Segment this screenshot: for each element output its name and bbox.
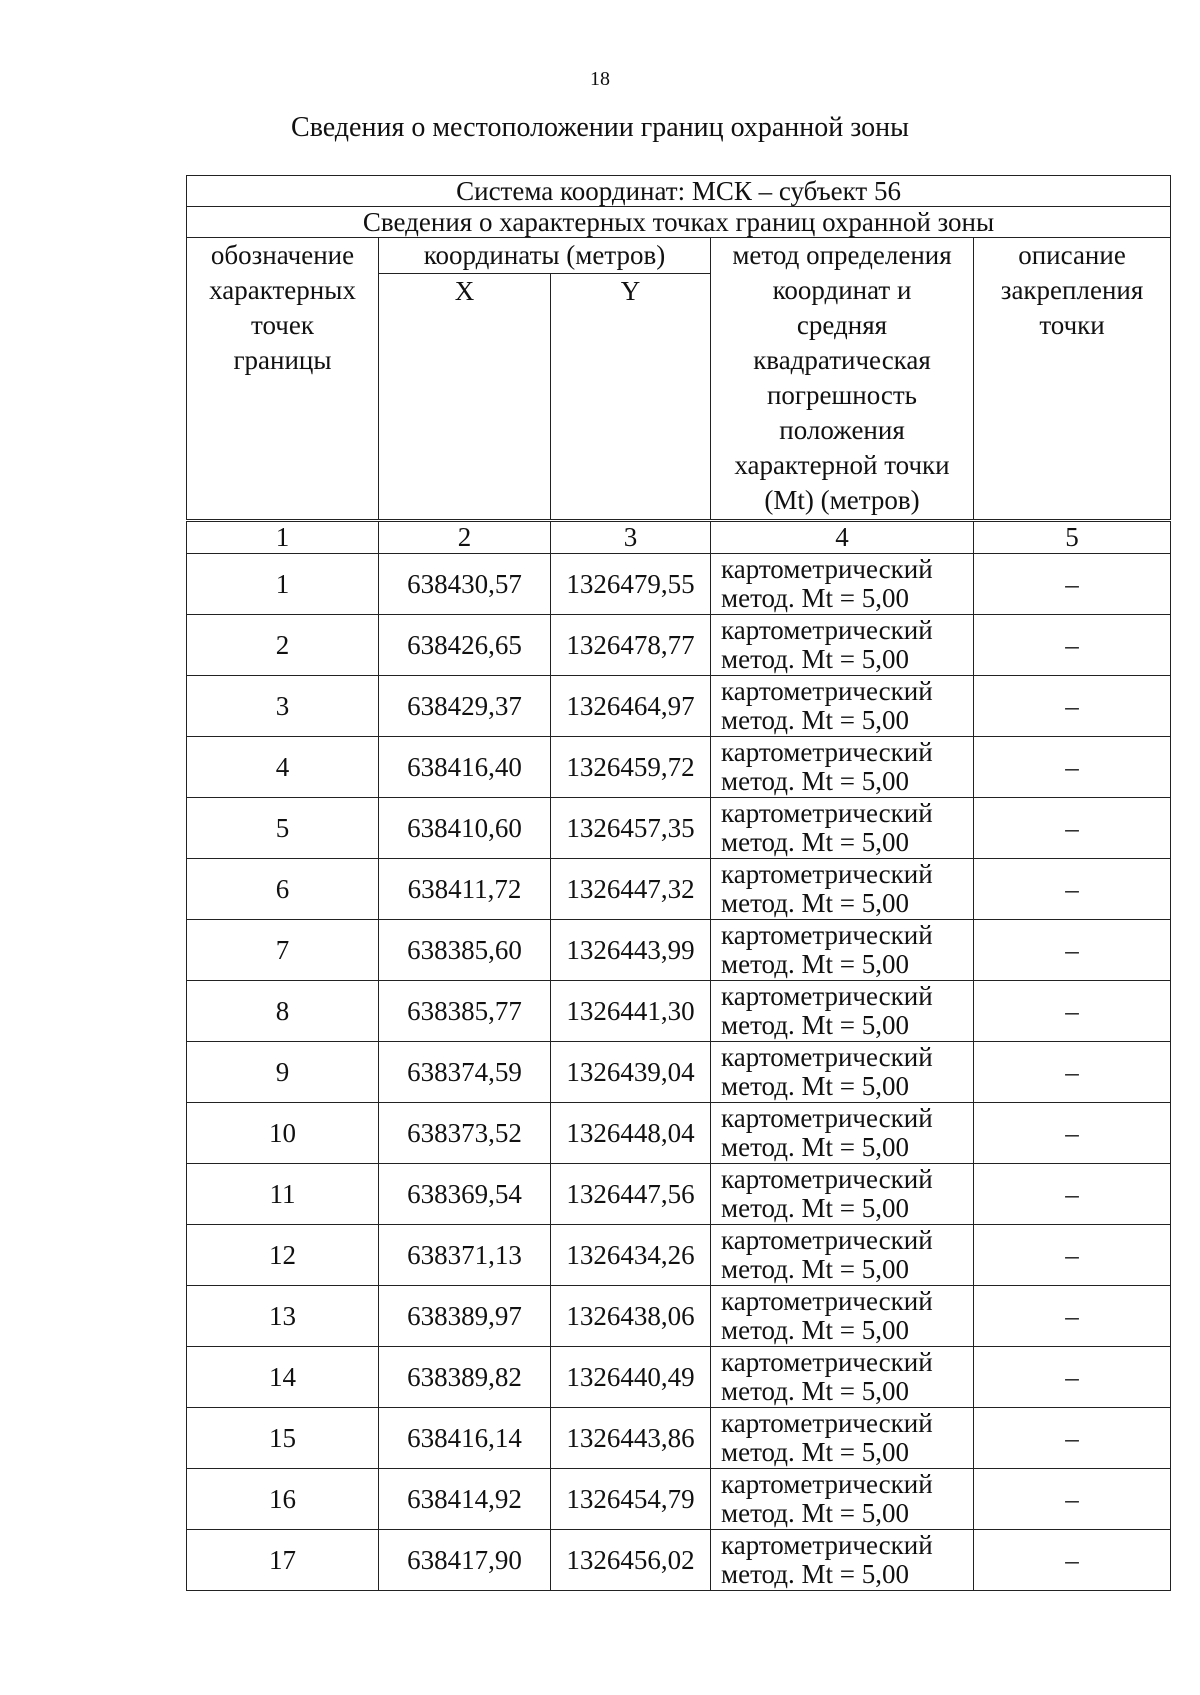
column-number: 1	[187, 521, 379, 554]
x-coordinate-cell: 638416,40	[379, 737, 551, 798]
table-row	[187, 676, 1171, 737]
method-line: картометрический	[721, 615, 933, 645]
point-description-cell: –	[974, 1225, 1171, 1286]
point-description-cell: –	[974, 981, 1171, 1042]
table-row	[187, 1225, 1171, 1286]
point-description-cell: –	[974, 1469, 1171, 1530]
y-coordinate-cell: 1326443,86	[551, 1408, 711, 1469]
method-accuracy-line: метод. Mt = 5,00	[721, 766, 909, 796]
method-accuracy-line: метод. Mt = 5,00	[721, 1071, 909, 1101]
point-description-cell: –	[974, 798, 1171, 859]
point-id-cell: 6	[187, 859, 379, 920]
method-accuracy-line: метод. Mt = 5,00	[721, 1254, 909, 1284]
section-title-row	[187, 207, 1171, 238]
point-id-cell: 8	[187, 981, 379, 1042]
point-description-cell: –	[974, 615, 1171, 676]
point-description-cell: –	[974, 1347, 1171, 1408]
method-accuracy-line: метод. Mt = 5,00	[721, 1376, 909, 1406]
table-row	[187, 981, 1171, 1042]
point-id-cell: 15	[187, 1408, 379, 1469]
x-coordinate-cell: 638385,77	[379, 981, 551, 1042]
point-description-cell: –	[974, 1408, 1171, 1469]
column-header-row	[187, 238, 1171, 274]
method-line: картометрический	[721, 981, 933, 1011]
table-row	[187, 1408, 1171, 1469]
y-coordinate-cell: 1326447,32	[551, 859, 711, 920]
table-row	[187, 1347, 1171, 1408]
coordinate-system-label: Система координат: МСК – субъект 56	[187, 176, 1171, 207]
boundary-points-table	[186, 175, 1171, 1591]
method-accuracy-line: метод. Mt = 5,00	[721, 888, 909, 918]
point-id-cell: 1	[187, 554, 379, 615]
column-number: 5	[974, 521, 1171, 554]
method-line: картометрический	[721, 920, 933, 950]
method-cell	[711, 1347, 974, 1408]
method-cell	[711, 1225, 974, 1286]
point-id-cell: 17	[187, 1530, 379, 1591]
method-cell	[711, 615, 974, 676]
column-number: 3	[551, 521, 711, 554]
point-description-cell: –	[974, 1103, 1171, 1164]
header-y: Y	[551, 274, 711, 521]
x-coordinate-cell: 638411,72	[379, 859, 551, 920]
point-id-cell: 9	[187, 1042, 379, 1103]
x-coordinate-cell: 638417,90	[379, 1530, 551, 1591]
x-coordinate-cell: 638416,14	[379, 1408, 551, 1469]
method-line: картометрический	[721, 737, 933, 767]
point-id-cell: 4	[187, 737, 379, 798]
table-row	[187, 798, 1171, 859]
method-cell	[711, 554, 974, 615]
x-coordinate-cell: 638373,52	[379, 1103, 551, 1164]
method-accuracy-line: метод. Mt = 5,00	[721, 1193, 909, 1223]
point-id-cell: 5	[187, 798, 379, 859]
method-cell	[711, 798, 974, 859]
method-cell	[711, 1042, 974, 1103]
x-coordinate-cell: 638389,97	[379, 1286, 551, 1347]
method-accuracy-line: метод. Mt = 5,00	[721, 1437, 909, 1467]
table-row	[187, 1164, 1171, 1225]
y-coordinate-cell: 1326456,02	[551, 1530, 711, 1591]
header-point-designation: обозначение характерных точек границы	[187, 238, 379, 521]
y-coordinate-cell: 1326438,06	[551, 1286, 711, 1347]
point-id-cell: 2	[187, 615, 379, 676]
point-id-cell: 7	[187, 920, 379, 981]
x-coordinate-cell: 638426,65	[379, 615, 551, 676]
method-line: картометрический	[721, 1164, 933, 1194]
y-coordinate-cell: 1326434,26	[551, 1225, 711, 1286]
point-description-cell: –	[974, 676, 1171, 737]
table-row	[187, 1530, 1171, 1591]
y-coordinate-cell: 1326478,77	[551, 615, 711, 676]
method-accuracy-line: метод. Mt = 5,00	[721, 1010, 909, 1040]
method-line: картометрический	[721, 676, 933, 706]
point-description-cell: –	[974, 737, 1171, 798]
header-description: описание закрепления точки	[974, 238, 1171, 521]
method-line: картометрический	[721, 1225, 933, 1255]
method-accuracy-line: метод. Mt = 5,00	[721, 827, 909, 857]
point-id-cell: 3	[187, 676, 379, 737]
point-id-cell: 13	[187, 1286, 379, 1347]
method-accuracy-line: метод. Mt = 5,00	[721, 644, 909, 674]
method-cell	[711, 1286, 974, 1347]
point-id-cell: 16	[187, 1469, 379, 1530]
table-row	[187, 1286, 1171, 1347]
y-coordinate-cell: 1326441,30	[551, 981, 711, 1042]
header-method: метод определения координат и средняя квадратическая погрешность положения характерной точки (Mt) (метров)	[711, 238, 974, 521]
point-description-cell: –	[974, 1286, 1171, 1347]
y-coordinate-cell: 1326454,79	[551, 1469, 711, 1530]
point-id-cell: 12	[187, 1225, 379, 1286]
method-accuracy-line: метод. Mt = 5,00	[721, 583, 909, 613]
table-row	[187, 1469, 1171, 1530]
column-number-row	[187, 521, 1171, 554]
method-cell	[711, 920, 974, 981]
point-id-cell: 11	[187, 1164, 379, 1225]
y-coordinate-cell: 1326457,35	[551, 798, 711, 859]
method-cell	[711, 1408, 974, 1469]
y-coordinate-cell: 1326464,97	[551, 676, 711, 737]
column-number: 4	[711, 521, 974, 554]
method-line: картометрический	[721, 859, 933, 889]
x-coordinate-cell: 638389,82	[379, 1347, 551, 1408]
method-line: картометрический	[721, 1347, 933, 1377]
y-coordinate-cell: 1326440,49	[551, 1347, 711, 1408]
column-number: 2	[379, 521, 551, 554]
table-row	[187, 920, 1171, 981]
point-id-cell: 14	[187, 1347, 379, 1408]
section-title: Сведения о характерных точках границ охранной зоны	[187, 207, 1171, 238]
table-row	[187, 615, 1171, 676]
method-accuracy-line: метод. Mt = 5,00	[721, 1559, 909, 1589]
method-accuracy-line: метод. Mt = 5,00	[721, 1132, 909, 1162]
x-coordinate-cell: 638414,92	[379, 1469, 551, 1530]
method-cell	[711, 737, 974, 798]
method-cell	[711, 1530, 974, 1591]
method-line: картометрический	[721, 1042, 933, 1072]
table-row	[187, 1103, 1171, 1164]
point-id-cell: 10	[187, 1103, 379, 1164]
method-line: картометрический	[721, 798, 933, 828]
point-description-cell: –	[974, 1530, 1171, 1591]
method-accuracy-line: метод. Mt = 5,00	[721, 705, 909, 735]
method-line: картометрический	[721, 1530, 933, 1560]
x-coordinate-cell: 638410,60	[379, 798, 551, 859]
method-cell	[711, 1164, 974, 1225]
method-line: картометрический	[721, 1103, 933, 1133]
y-coordinate-cell: 1326439,04	[551, 1042, 711, 1103]
x-coordinate-cell: 638369,54	[379, 1164, 551, 1225]
method-accuracy-line: метод. Mt = 5,00	[721, 1315, 909, 1345]
method-cell	[711, 1103, 974, 1164]
method-accuracy-line: метод. Mt = 5,00	[721, 1498, 909, 1528]
method-line: картометрический	[721, 1286, 933, 1316]
table-row	[187, 1042, 1171, 1103]
method-line: картометрический	[721, 1469, 933, 1499]
y-coordinate-cell: 1326447,56	[551, 1164, 711, 1225]
y-coordinate-cell: 1326459,72	[551, 737, 711, 798]
x-coordinate-cell: 638374,59	[379, 1042, 551, 1103]
method-cell	[711, 859, 974, 920]
x-coordinate-cell: 638429,37	[379, 676, 551, 737]
method-line: картометрический	[721, 554, 933, 584]
method-cell	[711, 981, 974, 1042]
x-coordinate-cell: 638430,57	[379, 554, 551, 615]
y-coordinate-cell: 1326443,99	[551, 920, 711, 981]
method-accuracy-line: метод. Mt = 5,00	[721, 949, 909, 979]
point-description-cell: –	[974, 554, 1171, 615]
method-cell	[711, 1469, 974, 1530]
x-coordinate-cell: 638385,60	[379, 920, 551, 981]
header-coordinates: координаты (метров)	[379, 238, 711, 274]
header-x: X	[379, 274, 551, 521]
y-coordinate-cell: 1326479,55	[551, 554, 711, 615]
table-row	[187, 737, 1171, 798]
document-title: Сведения о местоположении границ охранной зоны	[291, 112, 909, 143]
method-line: картометрический	[721, 1408, 933, 1438]
point-description-cell: –	[974, 1042, 1171, 1103]
method-cell	[711, 676, 974, 737]
table-row	[187, 554, 1171, 615]
y-coordinate-cell: 1326448,04	[551, 1103, 711, 1164]
page-number: 18	[590, 68, 610, 90]
point-description-cell: –	[974, 920, 1171, 981]
x-coordinate-cell: 638371,13	[379, 1225, 551, 1286]
point-description-cell: –	[974, 859, 1171, 920]
point-description-cell: –	[974, 1164, 1171, 1225]
coordinate-system-row	[187, 176, 1171, 207]
table-row	[187, 859, 1171, 920]
